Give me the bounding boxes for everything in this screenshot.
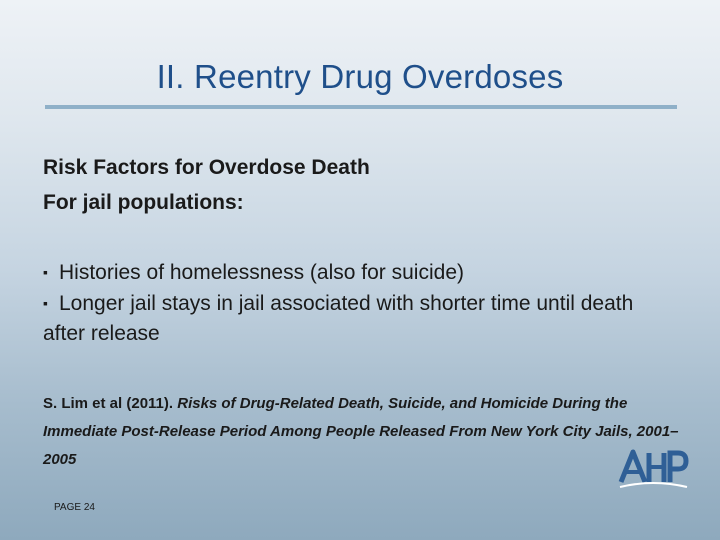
bullet-marker-icon: ▪ [43, 295, 48, 311]
citation [43, 390, 683, 474]
bullet-item [43, 257, 673, 288]
citation-title: Risks of Drug-Related Death, Suicide, and Homicide During the Immediate Post-Release Period Among People Released From New York City Jails, 2001–2005 [43, 395, 679, 468]
slide-title: II. Reentry Drug Overdoses [156, 58, 564, 95]
bullet-text: Histories of homelessness (also for suicide) [59, 261, 464, 284]
risk-factors-heading: Risk Factors for Overdose Death [43, 156, 370, 179]
jail-populations-heading: For jail populations: [43, 191, 244, 214]
bullet-item [43, 288, 673, 349]
ahp-logo [617, 448, 689, 490]
title-divider [45, 105, 677, 109]
bullet-marker-icon: ▪ [43, 264, 48, 280]
bullet-text: Longer jail stays in jail associated with shorter time until death after release [43, 292, 634, 345]
page-number: PAGE 24 [54, 502, 95, 513]
citation-authors: S. Lim et al (2011). [43, 395, 178, 412]
bullet-list [43, 257, 673, 349]
